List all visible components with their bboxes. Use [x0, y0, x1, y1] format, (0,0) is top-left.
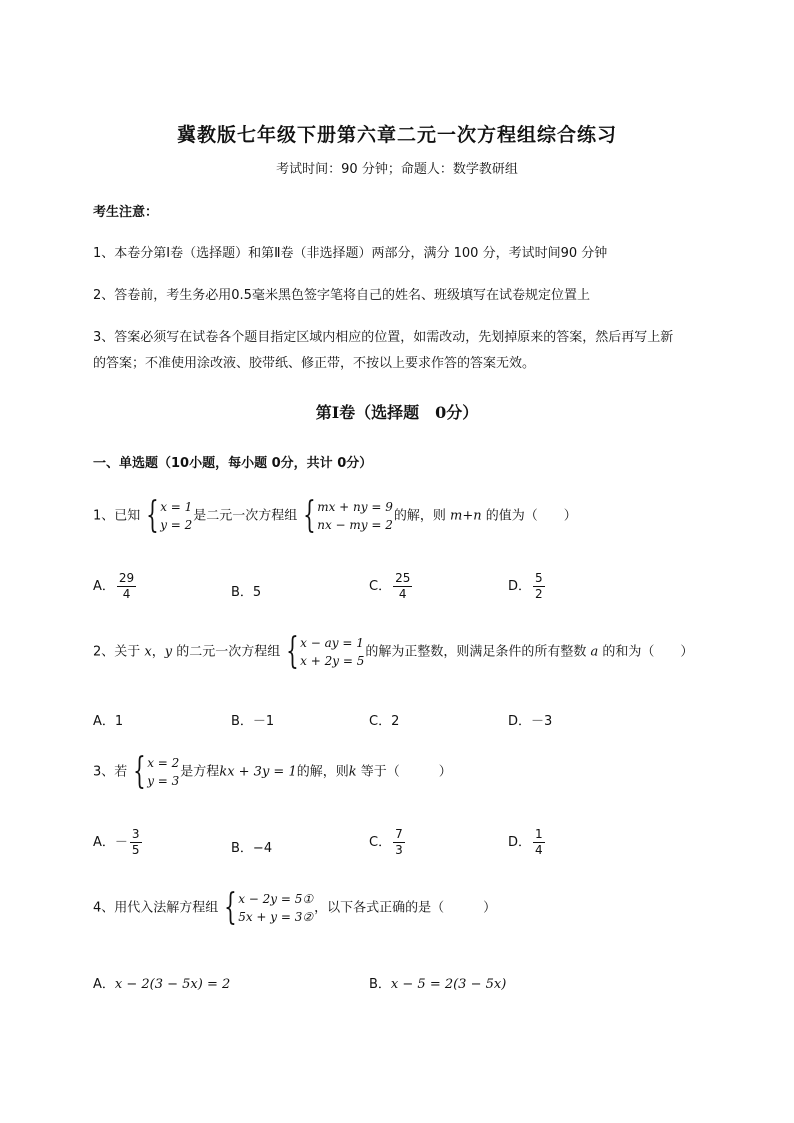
system-brace: { mx + ny = 9 nx − my = 2: [303, 495, 393, 536]
option-b[interactable]: B．－1: [231, 714, 275, 729]
option-a[interactable]: A．x − 2(3 − 5x) = 2: [93, 977, 231, 992]
option-d[interactable]: D．－3: [508, 714, 553, 729]
notice-item-3-cont: 的答案；不准使用涂改液、胶带纸、修正带，不按以上要求作答的答案无效。: [93, 356, 536, 371]
option-c[interactable]: C． $\frac{25}{4}$: [369, 571, 411, 601]
option-a[interactable]: A．－ $\frac{3}{5}$: [93, 827, 140, 857]
notice-heading: 考生注意：: [93, 205, 159, 220]
option-b[interactable]: B．−4: [231, 841, 273, 856]
notice-item-1: 1、本卷分第Ⅰ卷（选择题）和第Ⅱ卷（非选择题）两部分，满分 100 分，考试时间90 分钟: [93, 246, 608, 261]
option-a[interactable]: A．1: [93, 714, 124, 729]
option-c[interactable]: C．2: [369, 714, 400, 729]
question-4: 4、用代入法解方程组 { x − 2y = 5① 5x + y = 3② ，以下各式正确的是（ ）: [93, 887, 497, 928]
system-brace: { x = 1 y = 2: [146, 495, 193, 536]
option-b[interactable]: B．5: [231, 585, 262, 600]
question-1: 1、已知 { x = 1 y = 2 是二元一次方程组 { mx + ny = 9 nx − my = 2 的解，则 m+n 的值为（ ）: [93, 495, 577, 536]
option-b[interactable]: B．x − 5 = 2(3 − 5x): [369, 977, 507, 992]
question-3: 3、若 { x = 2 y = 3 是方程kx + 3y = 1的解，则k 等于（ ）: [93, 751, 452, 792]
option-c[interactable]: C． $\frac{7}{3}$: [369, 827, 403, 857]
system-brace: { x − ay = 1 x + 2y = 5: [286, 631, 365, 672]
notice-item-3: 3、答案必须写在试卷各个题目指定区域内相应的位置，如需改动，先划掉原来的答案，然后再写上新: [93, 330, 674, 345]
system-brace: { x = 2 y = 3: [133, 751, 180, 792]
part-title: 一、单选题（10小题，每小题 0分，共计 0分）: [93, 456, 373, 471]
section-title: 第Ⅰ卷（选择题 0分）: [315, 403, 479, 422]
option-d[interactable]: D． $\frac{1}{4}$: [508, 827, 543, 857]
system-brace: { x − 2y = 5① 5x + y = 3②: [224, 887, 314, 928]
notice-item-2: 2、答卷前，考生务必用0.5毫米黑色签字笔将自己的姓名、班级填写在试卷规定位置上: [93, 288, 590, 303]
option-a[interactable]: A． $\frac{29}{4}$: [93, 571, 135, 601]
question-2: 2、关于 x，y 的二元一次方程组 { x − ay = 1 x + 2y = 5 的解为正整数，则满足条件的所有整数 a 的和为（ ）: [93, 631, 694, 672]
document-title: 冀教版七年级下册第六章二元一次方程组综合练习: [176, 124, 617, 146]
option-d[interactable]: D． $\frac{5}{2}$: [508, 571, 543, 601]
exam-info: 考试时间：90 分钟；命题人：数学教研组: [276, 162, 518, 177]
